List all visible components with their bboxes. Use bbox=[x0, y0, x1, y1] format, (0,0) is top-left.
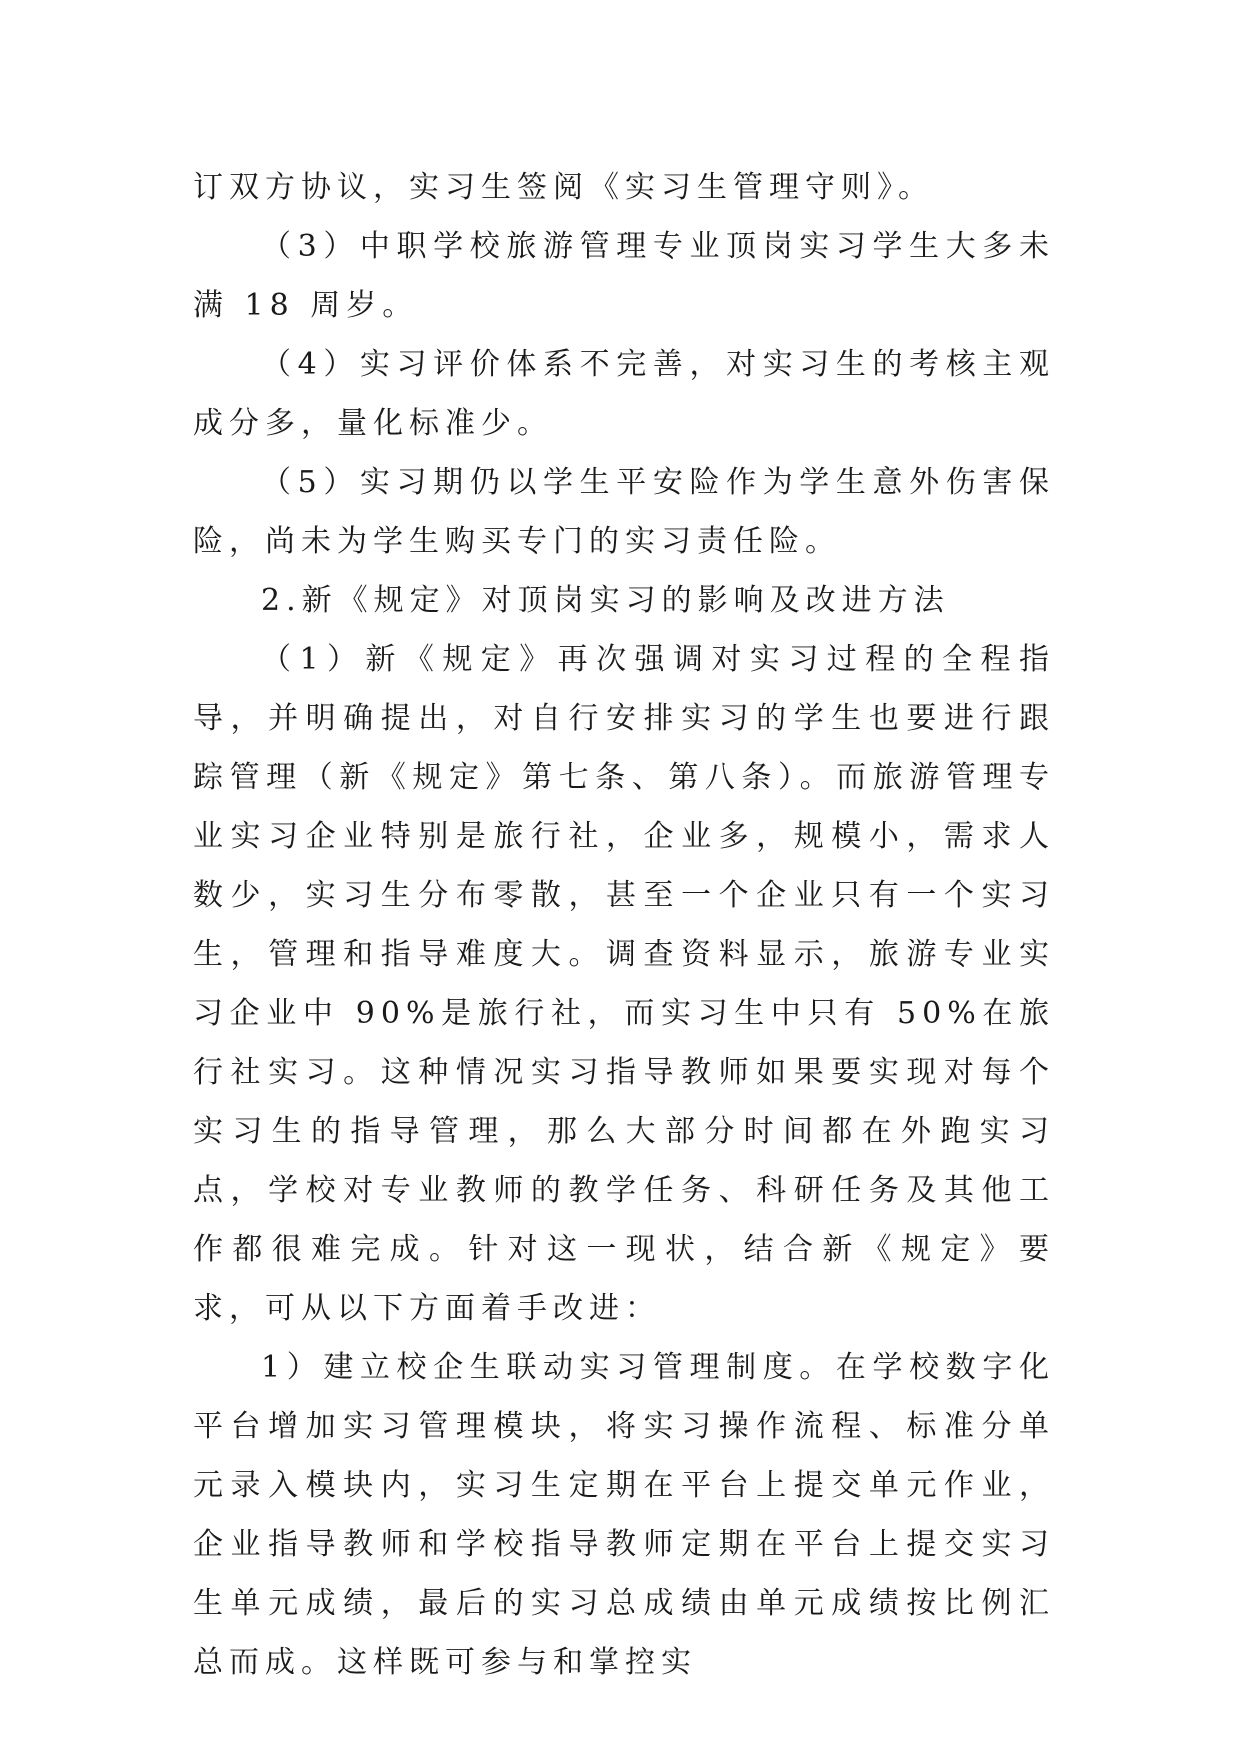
paragraph-4: （5）实习期仍以学生平安险作为学生意外伤害保险，尚未为学生购买专门的实习责任险。 bbox=[193, 465, 1055, 559]
section-heading: 2.新《规定》对顶岗实习的影响及改进方法 bbox=[261, 583, 950, 618]
paragraph-5: （1）新《规定》再次强调对实习过程的全程指导，并明确提出，对自行安排实习的学生也要进行跟踪管理（新《规定》第七条、第八条）。而旅游管理专业实习企业特别是旅行社，企业多，规模小，需求人数少，实习生分布零散，甚至一个企业只有一个实习生，管理和指导难度大。调查资料显示，旅游专业实习企业中 90%是旅行社，而实习生中只有 50%在旅行社实习。这种情况实习指导教师如果要实现对每个实习生的指导管理，那么大部分时间都在外跑实习点，学校对专业教师的教学任务、科研任务及其他工作都很难完成。针对这一现状，结合新《规定》要求，可从以下方面着手改进： bbox=[193, 642, 1055, 1326]
paragraph-1: 订双方协议，实习生签阅《实习生管理守则》。 bbox=[193, 170, 934, 205]
document-body bbox=[193, 158, 1055, 1692]
paragraph-3: （4）实习评价体系不完善，对实习生的考核主观成分多，量化标准少。 bbox=[193, 347, 1055, 441]
paragraph-6: 1）建立校企生联动实习管理制度。在学校数字化平台增加实习管理模块，将实习操作流程、标准分单元录入模块内，实习生定期在平台上提交单元作业，企业指导教师和学校指导教师定期在平台上提交实习生单元成绩，最后的实习总成绩由单元成绩按比例汇总而成。这样既可参与和掌控实 bbox=[193, 1350, 1055, 1680]
paragraph-2: （3）中职学校旅游管理专业顶岗实习学生大多未满 18 周岁。 bbox=[193, 229, 1055, 323]
